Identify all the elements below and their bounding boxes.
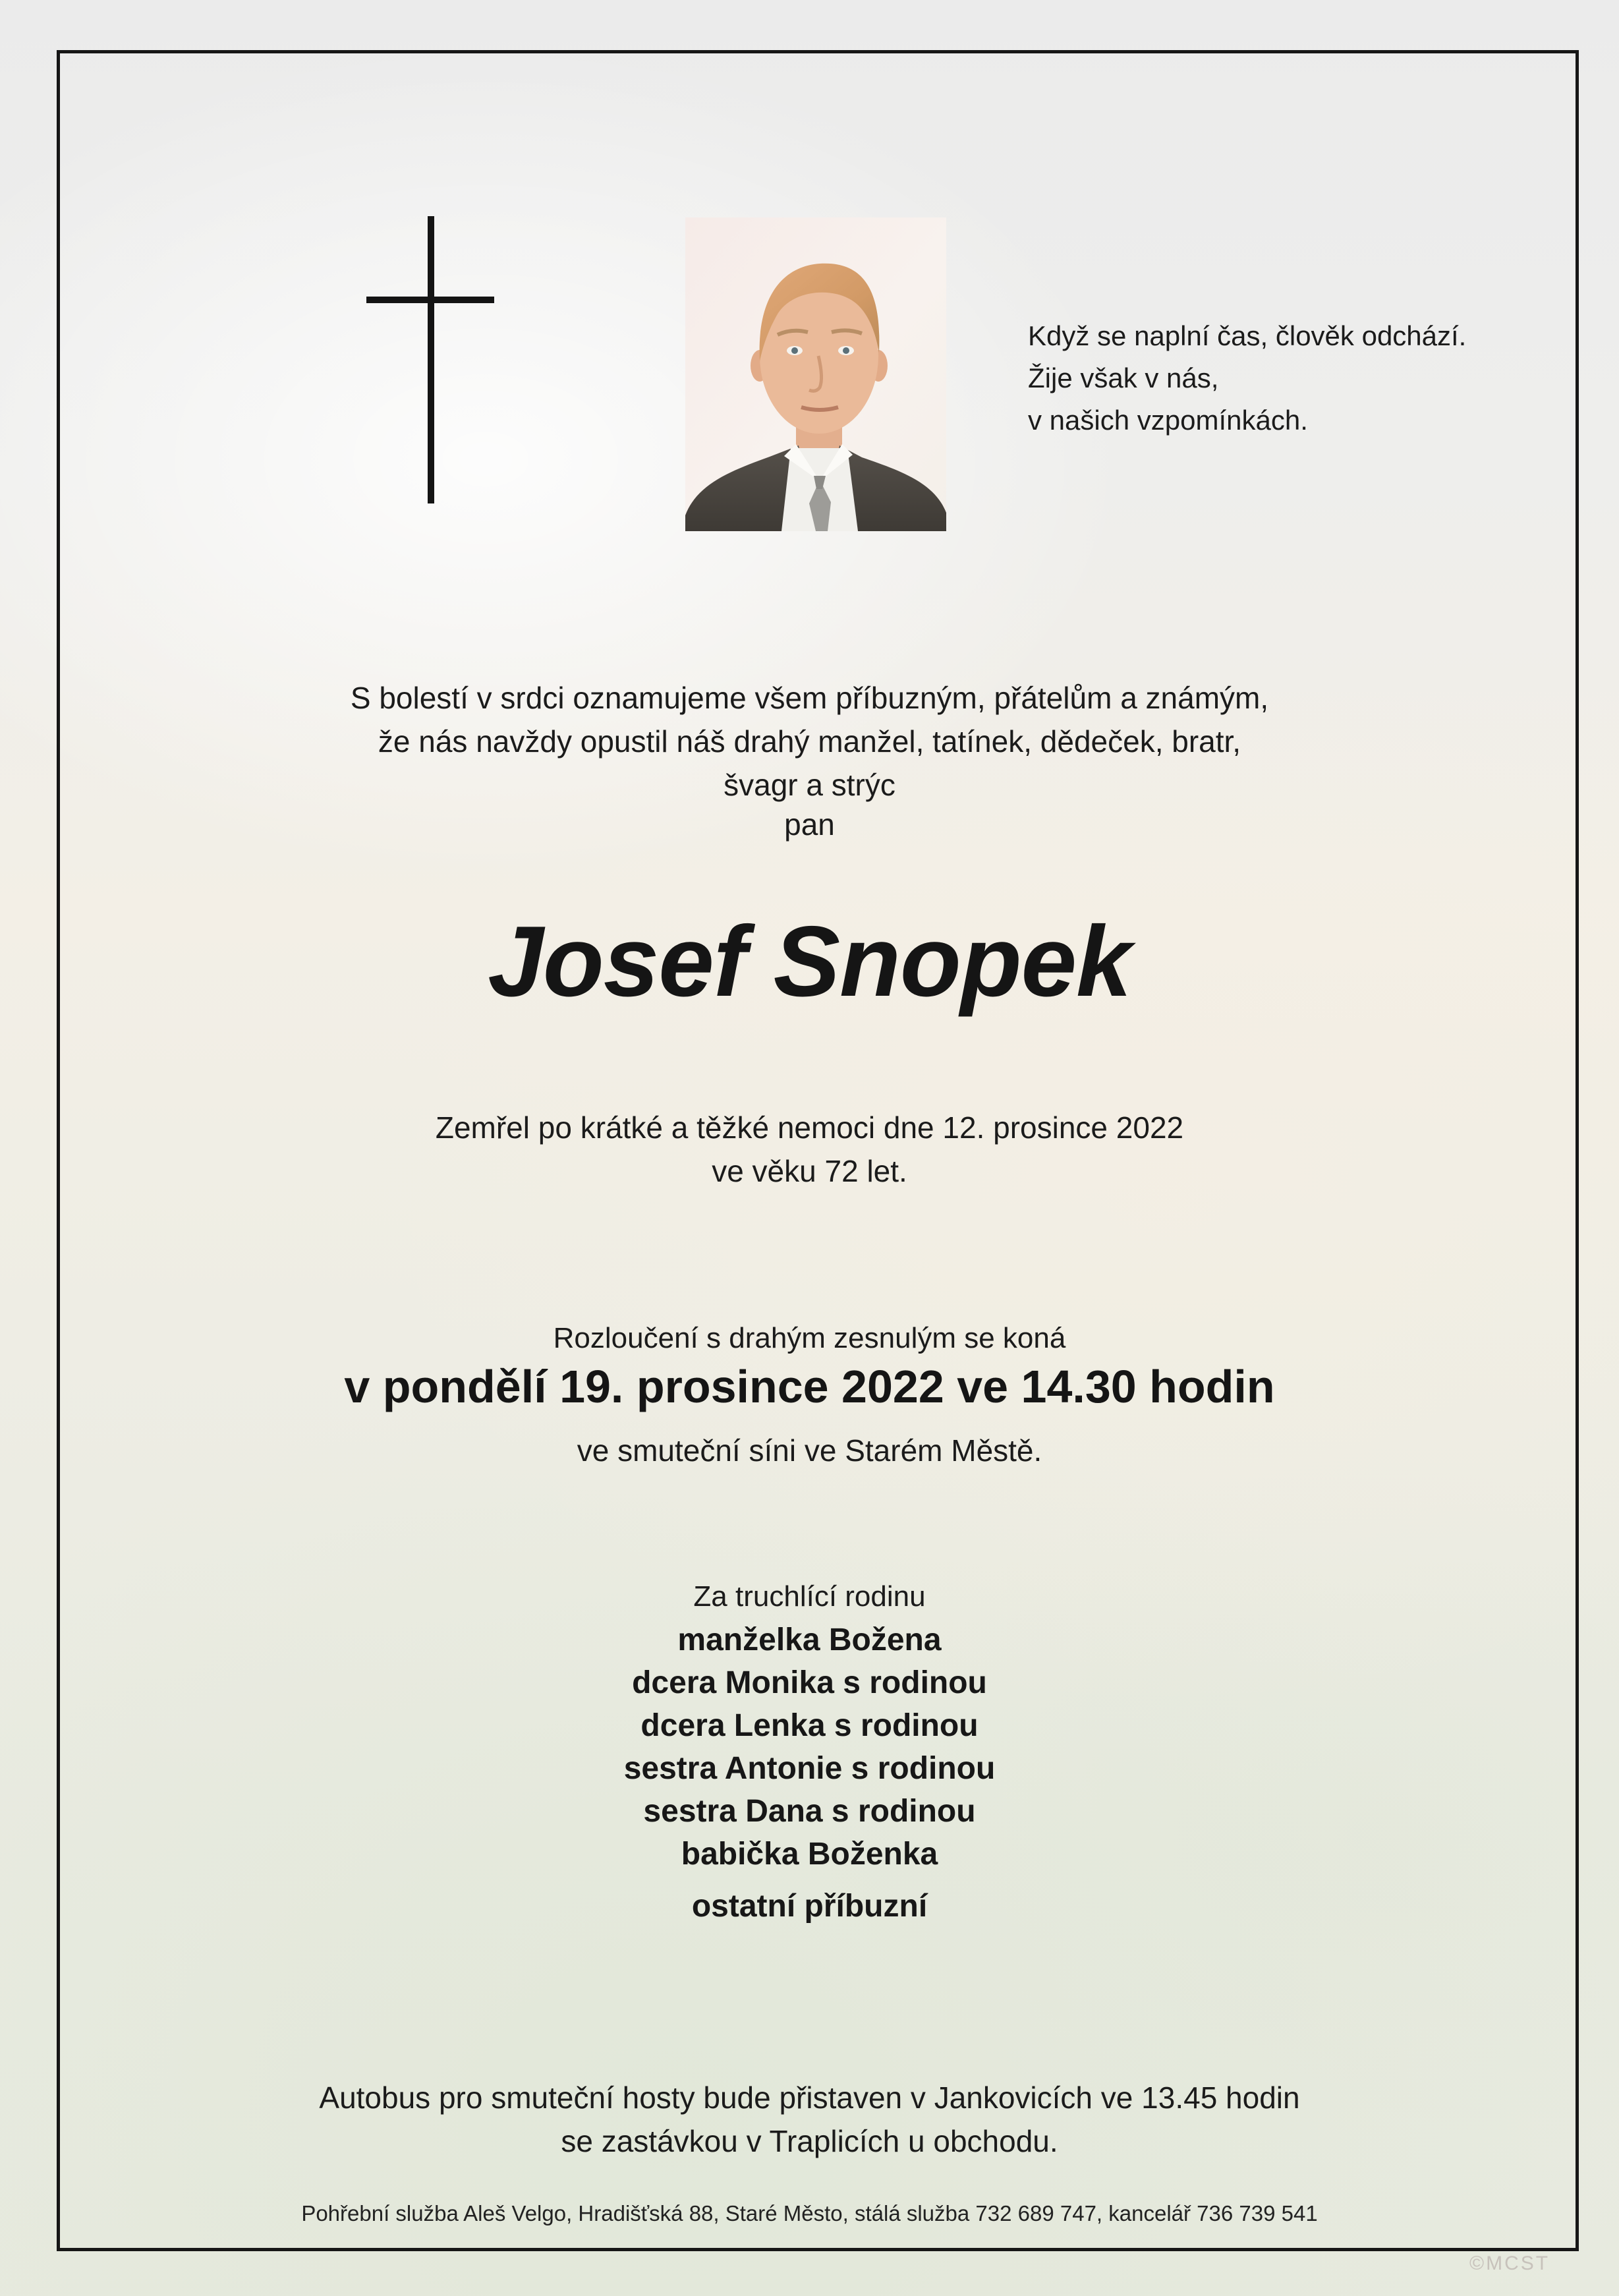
bus-info-line: Autobus pro smuteční hosty bude přistaven v Jankovicích ve 13.45 hodin — [319, 2081, 1300, 2115]
family-intro: Za truchlící rodinu — [693, 1580, 926, 1613]
announcement-line: švagr a strýc — [724, 768, 895, 802]
death-info-line: ve věku 72 let. — [712, 1154, 907, 1188]
cross-horizontal-bar — [366, 297, 494, 303]
funeral-service-footer: Pohřební služba Aleš Velgo, Hradišťská 88, Staré Město, stálá služba 732 689 747, kancelář 736 739 541 — [301, 2201, 1318, 2225]
latin-cross-icon — [364, 216, 497, 503]
family-member: ostatní příbuzní — [691, 1889, 928, 1924]
death-info-line: Zemřel po krátké a těžké nemoci dne 12. prosince 2022 — [435, 1110, 1184, 1145]
announcement-line: že nás navždy opustil náš drahý manžel, tatínek, dědeček, bratr, — [378, 724, 1241, 759]
farewell-place: ve smuteční síni ve Starém Městě. — [577, 1433, 1042, 1468]
family-member: dcera Monika s rodinou — [632, 1665, 987, 1700]
death-info — [0, 1106, 1619, 1193]
farewell-intro: Rozloučení s drahým zesnulým se koná — [553, 1322, 1066, 1354]
portrait-photo-image — [685, 217, 946, 531]
family-member: babička Boženka — [681, 1837, 938, 1872]
family-member: dcera Lenka s rodinou — [640, 1708, 979, 1743]
title-prefix: pan — [784, 807, 835, 842]
bus-info-line: se zastávkou v Traplicích u obchodu. — [561, 2124, 1058, 2158]
quote-line: Když se naplní čas, člověk odchází. — [1028, 320, 1467, 351]
deceased-name: Josef Snopek — [488, 905, 1131, 1018]
right-iris — [843, 347, 849, 354]
farewell-datetime: v pondělí 19. prosince 2022 ve 14.30 hodin — [344, 1361, 1275, 1412]
family-member: sestra Dana s rodinou — [643, 1794, 976, 1829]
bus-info — [0, 2076, 1619, 2163]
family-member: manželka Božena — [677, 1622, 942, 1657]
announcement-text — [0, 676, 1619, 807]
family-member: sestra Antonie s rodinou — [623, 1751, 996, 1786]
cross-vertical-bar — [428, 216, 434, 503]
family-list — [0, 1619, 1619, 1928]
left-iris — [791, 347, 798, 354]
portrait-photo — [685, 217, 946, 531]
memorial-quote — [1028, 315, 1466, 442]
latin-cross-icon — [364, 216, 497, 503]
quote-line: Žije však v nás, — [1028, 362, 1219, 393]
announcement-line: S bolestí v srdci oznamujeme všem příbuzným, přátelům a známým, — [350, 681, 1269, 715]
print-watermark: ©MCST — [1469, 2253, 1550, 2274]
quote-line: v našich vzpomínkách. — [1028, 405, 1308, 436]
